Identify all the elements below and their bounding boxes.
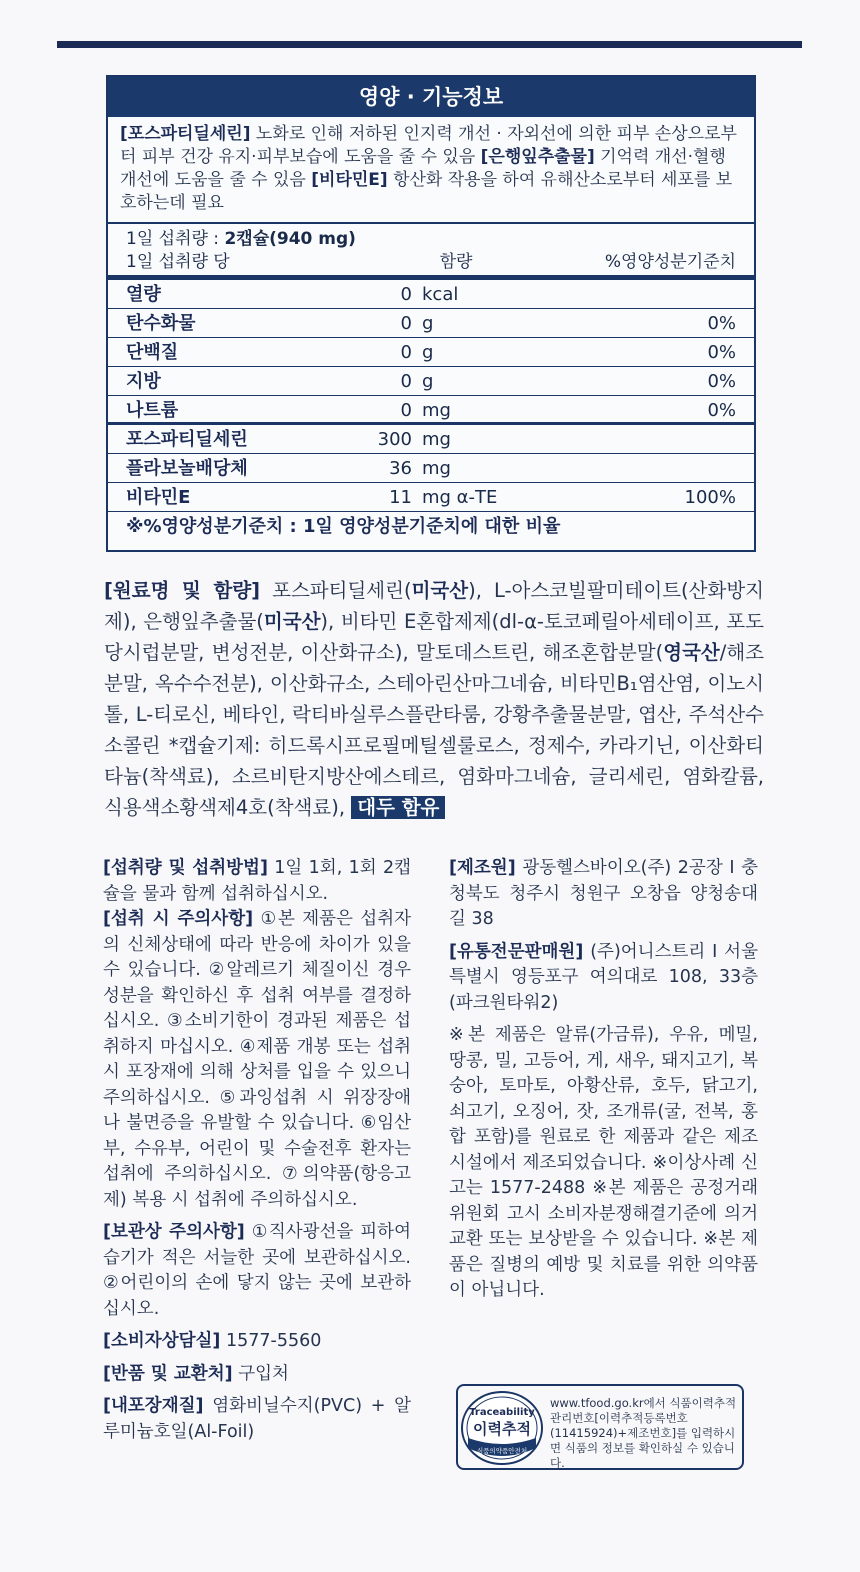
info-heading: [소비자상담실] [103, 1331, 221, 1351]
nutrient-dv: 0% [707, 400, 736, 421]
traceability-badge-icon [460, 1390, 544, 1466]
info-heading: [제조원] [449, 858, 516, 878]
info-text: ※본 제품은 알류(가금류), 우유, 메밀, 땅콩, 밀, 고등어, 게, 새우, 돼지고기, 복숭아, 토마토, 아황산류, 호두, 닭고기, 쇠고기, 오징어, 잣, 조개류(굴, 전복, 홍합 포함)를 원료로 한 제품과 같은 제조시설에서 제조되었습니다. ※이상사례 신고는 1577-2488 ※본 제품은 공정거래위원회 고시 소비자분쟁해결기준에 의거 교환 또는 보상받을 수 있습니다. ※본 제품은 질병의 예방 및 치료를 위한 의약품이 아닙니다. [449, 1025, 758, 1300]
serving-size: 1일 섭취량 : 2캡슐(940 mg) [126, 229, 356, 249]
badge-sub: 식품의약품안전처 [476, 1447, 528, 1455]
nutrition-panel [106, 75, 756, 552]
origin-country: 미국산 [411, 579, 469, 602]
nutrient-unit: mg [422, 400, 451, 421]
info-paragraph [449, 940, 758, 1017]
nutrient-name: 열량 [126, 284, 161, 305]
info-paragraph [103, 1362, 411, 1388]
nutrient-name: 플라보놀배당체 [126, 458, 248, 479]
nutrient-amount: 0 [400, 284, 412, 305]
manufacturer-column [449, 856, 758, 1311]
claim-heading: [은행잎추출물] [480, 147, 595, 167]
nutrient-unit: mg [422, 429, 451, 450]
ingredient-text: /해조분말, 옥수수전분), 이산화규소, 스테아린산마그네슘, 비타민B₁염산염, 이노시톨, L-티로신, 베타인, 락티바실루스플란타룸, 강황추출물분말, 엽산, 주석산수소콜린 *캡슐기제: 히드록시프로필메틸셀룰로스, 정제수, 카라기닌, 이산화티타늄(착색료), 소르비탄지방산에스테르, 염화마그네슘, 글리세린, 염화칼륨, 식용색소황색제4호(착색료), [104, 641, 764, 819]
nutrient-dv: 0% [707, 313, 736, 334]
nutrient-name: 단백질 [126, 342, 179, 363]
nutrient-amount: 0 [400, 342, 412, 363]
usage-precautions-column [103, 856, 411, 1452]
nutrient-unit: mg [422, 458, 451, 479]
traceability-text: www.tfood.go.kr에서 식품이력추적관리번호[이력추적등록번호(11415924)+제조번호]를 입력하시면 식품의 정보를 확인하실 수 있습니다. [550, 1396, 737, 1470]
origin-country: 미국산 [263, 610, 321, 633]
ingredient-text: ), L-아스코빌팔미테이트(산화방지제), 은행잎추출물( [104, 579, 764, 633]
nutrient-name: 나트륨 [126, 400, 179, 421]
nutrient-name: 탄수화물 [126, 313, 196, 334]
serving-value: 2캡슐(940 mg) [224, 229, 356, 249]
info-text: 광동헬스바이오(주) 2공장 I 충청북도 청주시 청원구 오창읍 양청송대길 38 [449, 858, 758, 929]
info-text: ①본 제품은 섭취자의 신체상태에 따라 반응에 차이가 있을 수 있습니다. ②알레르기 체질이신 경우 성분을 확인하신 후 섭취 여부를 결정하십시오. ③소비기한이 경과된 제품은 섭취하지 마십시오. ④제품 개봉 또는 섭취 시 포장재에 의해 상처를 입을 수 있으니 주의하십시오. ⑤과잉섭취 시 위장장애나 불면증을 유발할 수 있습니다. ⑥임산부, 수유부, 어린이 및 수술전후 환자는 섭취에 주의하십시오. ⑦의약품(항응고제) 복용 시 섭취에 주의하십시오. [103, 909, 411, 1210]
nutrient-unit: g [422, 342, 434, 363]
info-text: ①직사광선을 피하여 습기가 적은 서늘한 곳에 보관하십시오. ②어린이의 손에 닿지 않는 곳에 보관하십시오. [103, 1222, 411, 1319]
claim-heading: [비타민E] [311, 170, 388, 190]
ingredients-heading: [원료명 및 함량] [104, 579, 261, 602]
nutrient-amount: 36 [389, 458, 412, 479]
claim-text: 항산화 작용을 하여 유해산소로부터 세포를 보호하는데 필요 [120, 170, 733, 213]
info-heading: [섭취 시 주의사항] [103, 909, 254, 929]
nutrient-name: 비타민E [126, 487, 191, 508]
info-heading: [유통전문판매원] [449, 941, 584, 962]
ingredient-text: ), 비타민 E혼합제제(dl-α-토코페릴아세테이프, 포도당시럽분말, 변성전분, 이산화규소), 말토데스트린, 해조혼합분말( [104, 610, 764, 664]
col-per-serving: 1일 섭취량 당 [126, 252, 230, 272]
nutrient-row [108, 280, 754, 309]
info-paragraph [449, 856, 758, 933]
info-heading: [내포장재질] [103, 1396, 204, 1416]
nutrient-amount: 0 [400, 313, 412, 334]
nutrient-dv [582, 454, 736, 482]
info-paragraph [103, 1220, 411, 1322]
info-heading: [반품 및 교환처] [103, 1363, 233, 1384]
info-text: 구입처 [232, 1363, 289, 1384]
nutrient-row [108, 483, 754, 512]
nutrient-row [108, 425, 754, 454]
nutrient-dv: 100% [684, 487, 736, 508]
nutrient-name: 지방 [126, 371, 161, 392]
ingredients-text [104, 575, 764, 823]
info-paragraph [103, 1394, 411, 1445]
nutrient-unit: mg α-TE [422, 487, 498, 508]
nutrient-row [108, 338, 754, 367]
info-paragraph [103, 1329, 411, 1355]
info-text: 1일 1회, 1회 2캡슐을 물과 함께 섭취하십시오. [103, 858, 411, 904]
claim-text: 노화로 인해 저하된 인지력 개선 · 자외선에 의한 피부 손상으로부터 피부 건강 유지·피부보습에 도움을 줄 수 있음 [120, 124, 737, 167]
nutrient-amount: 0 [400, 400, 412, 421]
functional-claims [108, 117, 754, 224]
nutrient-unit: kcal [422, 284, 459, 305]
nutrition-panel-title: 영양 · 기능정보 [108, 77, 754, 117]
allergen-badge: 대두 함유 [351, 796, 445, 819]
col-amount: 함량 [439, 252, 473, 272]
nutrient-row [108, 367, 754, 396]
claim-text: 기억력 개선·혈행 개선에 도움을 줄 수 있음 [120, 147, 726, 190]
nutrient-dv: 0% [707, 342, 736, 363]
serving-info [108, 224, 754, 280]
nutrient-amount: 11 [389, 487, 412, 508]
info-heading: [보관상 주의사항] [103, 1222, 245, 1242]
nutrient-amount: 300 [377, 429, 412, 450]
origin-country: 영국산 [663, 641, 720, 664]
nutrient-amount: 0 [400, 371, 412, 392]
daily-value-footnote: ※%영양성분기준치 : 1일 영양성분기준치에 대한 비율 [126, 516, 561, 537]
info-text: 1577-5560 [220, 1331, 322, 1351]
info-paragraph [103, 856, 411, 907]
traceability-box [456, 1384, 744, 1470]
claim-heading: [포스파티딜세린] [120, 124, 251, 144]
nutrient-row [108, 454, 754, 483]
info-heading: [섭취량 및 섭취방법] [103, 858, 268, 878]
info-paragraph [449, 1023, 758, 1304]
nutrient-dv: 0% [707, 371, 736, 392]
top-rule [57, 41, 802, 48]
info-text: (주)어니스트리 I 서울특별시 영등포구 여의대로 108, 33층(파크원타워2) [449, 941, 758, 1013]
badge-ko: 이력추적 [473, 1420, 531, 1438]
nutrient-unit: g [422, 371, 434, 392]
nutrient-name: 포스파티딜세린 [126, 429, 248, 450]
column-headers [126, 251, 736, 274]
nutrient-unit: g [422, 313, 434, 334]
ingredient-text: 포스파티딜세린( [260, 579, 412, 602]
badge-en: Traceability [469, 1407, 535, 1418]
info-text: 염화비닐수지(PVC) + 알루미늄호일(Al-Foil) [103, 1396, 411, 1442]
info-paragraph [103, 907, 411, 1213]
col-daily-value: %영양성분기준치 [604, 252, 736, 272]
nutrient-row [108, 396, 754, 425]
nutrient-row [108, 309, 754, 338]
nutrient-dv [582, 425, 736, 453]
nutrient-dv [582, 280, 736, 308]
